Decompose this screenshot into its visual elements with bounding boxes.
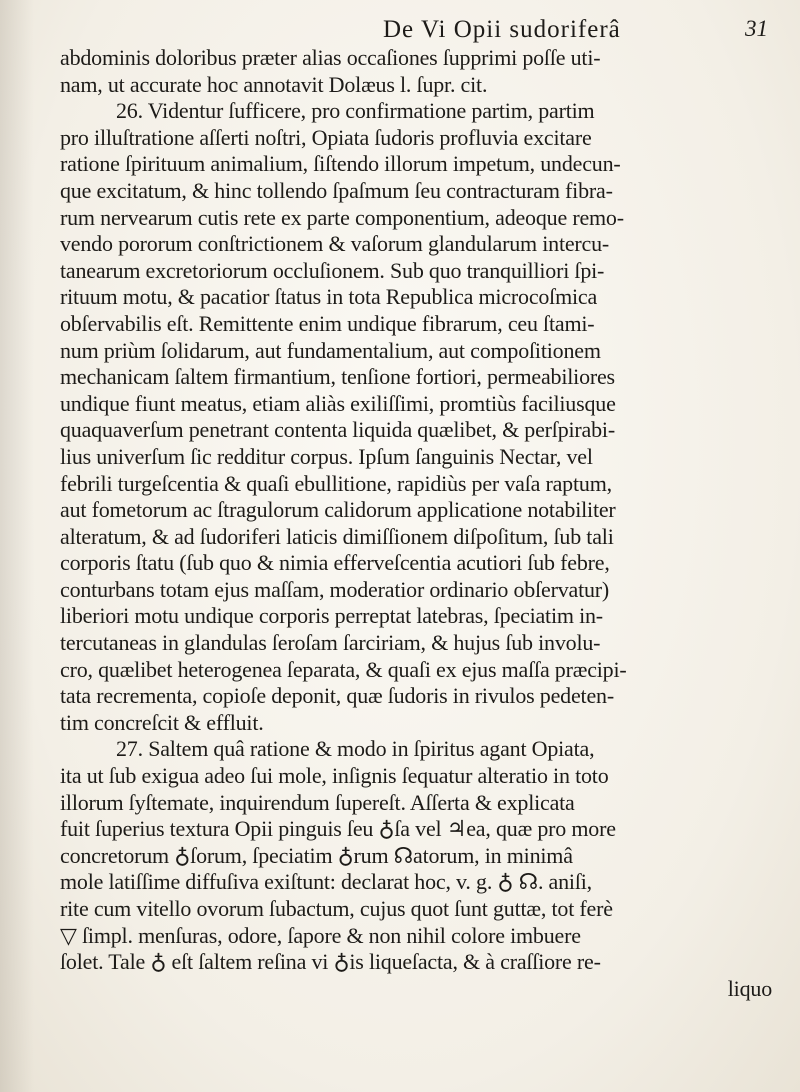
text-line: nam, ut accurate hoc annotavit Dolæus l. ſupr. cit. bbox=[60, 71, 488, 97]
text-line: que excitatum, & hinc tollendo ſpaſmum ſeu contracturam fibra- bbox=[60, 177, 613, 203]
text-line: abdominis doloribus præter alias occaſiones ſupprimi poſſe uti- bbox=[60, 45, 601, 70]
text-line: mole latiſſime diffuſiva exiſtunt: declarat hoc, v. g. ♁ ☊. aniſi, bbox=[60, 869, 592, 895]
text-line: aut fometorum ac ſtragulorum calidorum applicatione notabiliter bbox=[60, 497, 616, 523]
text-line: tanearum excretoriorum occluſionem. Sub quo tranquilliori ſpi- bbox=[60, 257, 605, 283]
text-line: cro, quælibet heterogenea ſeparata, & quaſi ex ejus maſſa præcipi- bbox=[60, 656, 627, 682]
page-number: 31 bbox=[745, 16, 768, 41]
text-line: tim concreſcit & effluit. bbox=[60, 709, 264, 735]
text-line: liberiori motu undique corporis perreptat latebras, ſpeciatim in- bbox=[60, 603, 603, 629]
text-line: ratione ſpirituum animalium, ſiſtendo illorum impetum, undecun- bbox=[60, 151, 621, 177]
text-line: undique fiunt meatus, etiam aliàs exiliſſimi, promtiùs faciliusque bbox=[60, 390, 616, 416]
text-line: fuit ſuperius textura Opii pinguis ſeu ♁ſa vel ♃ea, quæ pro more bbox=[60, 816, 616, 842]
text-line: liquo bbox=[727, 975, 772, 1001]
text-line: quaquaverſum penetrant contenta liquida quælibet, & perſpirabi- bbox=[60, 417, 615, 443]
text-line: rum nervearum cutis rete ex parte componentium, adeoque remo- bbox=[60, 204, 624, 230]
text-line: ▽ ſimpl. menſuras, odore, ſapore & non nihil colore imbuere bbox=[60, 922, 581, 948]
text-line: febrili turgeſcentia & quaſi ebullitione, rapidiùs per vaſa raptum, bbox=[60, 470, 612, 496]
text-line: 27. Saltem quâ ratione & modo in ſpiritus agant Opiata, bbox=[116, 736, 595, 762]
text-line: obſervabilis eſt. Remittente enim undique fibrarum, ceu ſtami- bbox=[60, 310, 595, 336]
text-line: corporis ſtatu (ſub quo & nimia efferveſcentia acutiori ſub febre, bbox=[60, 550, 610, 576]
text-line: alteratum, & ad ſudoriferi laticis dimiſſionem diſpoſitum, ſub tali bbox=[60, 523, 614, 549]
text-line: conturbans totam ejus maſſam, moderatior ordinario obſervatur) bbox=[60, 576, 610, 602]
text-line: ſolet. Tale ♁ eſt ſaltem reſina vi ♁is liqueſacta, & à craſſiore re- bbox=[60, 949, 601, 975]
text-line: mechanicam ſaltem firmantium, tenſione fortiori, permeabiliores bbox=[60, 364, 615, 390]
text-line: rite cum vitello ovorum ſubactum, cujus quot ſunt guttæ, tot ferè bbox=[60, 896, 613, 921]
text-line: pro illuſtratione aſſerti noſtri, Opiata ſudoris profluvia excitare bbox=[60, 124, 592, 150]
text-line: tata recrementa, copioſe deponit, quæ ſudoris in rivulos pedeten- bbox=[60, 683, 614, 709]
text-line: vendo pororum conſtrictionem & vaſorum glandularum intercu- bbox=[60, 231, 610, 257]
text-line: illorum ſyſtemate, inquirendum ſupereſt. Aſſerta & explicata bbox=[60, 789, 575, 815]
running-head: De Vi Opii sudoriferâ bbox=[383, 16, 621, 43]
text-line: 26. Videntur ſufficere, pro confirmatione partim, partim bbox=[116, 98, 595, 124]
text-line: lius univerſum ſic redditur corpus. Ipſum ſanguinis Nectar, vel bbox=[60, 443, 593, 469]
text-line: tercutaneas in glandulas ſeroſam ſarciriam, & hujus ſub involu- bbox=[60, 630, 601, 656]
text-line: concretorum ♁ſorum, ſpeciatim ♁rum ☊atorum, in minimâ bbox=[60, 842, 573, 868]
text-line: rituum motu, & pacatior ſtatus in tota Republica microcoſmica bbox=[60, 284, 598, 310]
text-line: ita ut ſub exigua adeo ſui mole, inſignis ſequatur alteratio in toto bbox=[60, 763, 609, 789]
binding-shadow bbox=[0, 0, 34, 1092]
text-line: num priùm ſolidarum, aut fundamentalium, aut compoſitionem bbox=[60, 337, 601, 363]
body-text bbox=[60, 45, 788, 1002]
